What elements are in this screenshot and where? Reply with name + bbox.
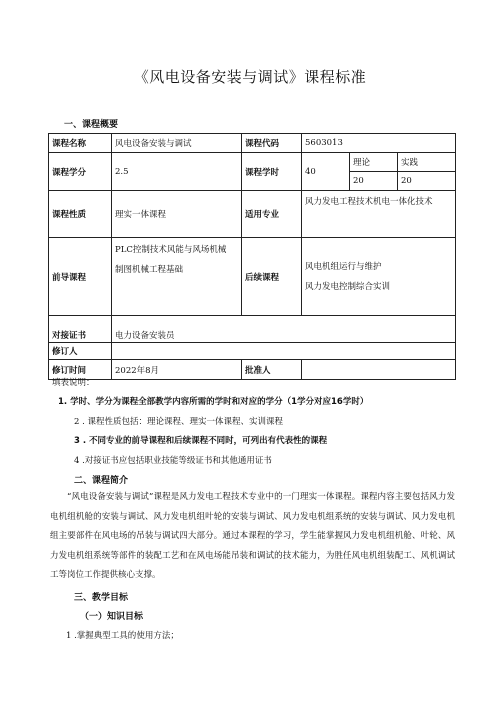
document-title: 《风电设备安装与调试》课程标准	[133, 68, 367, 86]
note-item: 2 . 课程性质包括：理论课程、理实一体课程、实训课程	[74, 417, 284, 427]
reviser-value	[112, 343, 456, 360]
hours-value: 40	[302, 153, 350, 191]
note-item: 1. 学时、学分为课程全部教学内容所需的学时和对应的学分（1学分对应16学时）	[58, 397, 369, 407]
section-heading-goals: 三、教学目标	[74, 593, 129, 603]
revision-date-value: 2022年8月	[112, 360, 242, 380]
revision-date-label: 修订时间	[49, 360, 112, 380]
section-heading-intro: 二、课程简介	[74, 476, 129, 486]
course-type-label: 课程性质	[49, 191, 112, 238]
hours-label: 课程学时	[242, 153, 302, 191]
theory-hours: 20	[350, 172, 398, 191]
certificate-value: 电力设备安装员	[112, 316, 456, 343]
intro-paragraph: “风电设备安装与调试”课程是风力发电工程技术专业中的一门理实一体课程。课程内容主要包括风力发电机组机舱的安装与调试、风力发电机组叶轮的安装与调试、风力发电机组系统的安装与调试、风力发电机组主要部件在风电场的吊装与调试四大部分。通过本课程的学习，学生能掌握风力发电机组机舱、叶轮、风力发电机组系统等部件的装配工艺和在风电场能吊装和调试的技术能力，为胜任风电机组装配工、风机调试工等岗位工作提供核心支撑。	[50, 492, 455, 580]
table-row	[49, 134, 456, 153]
subsection-heading-knowledge: （一）知识目标	[80, 612, 144, 622]
course-name-label: 课程名称	[49, 134, 112, 153]
course-code-label: 课程代码	[242, 134, 302, 153]
note-item: 3 . 不同专业的前导课程和后续课程不同时，可列出有代表性的课程	[74, 436, 328, 446]
table-row	[49, 191, 456, 238]
table-row	[49, 343, 456, 360]
theory-header: 理论	[350, 153, 398, 172]
table-row	[49, 360, 456, 380]
approver-value	[302, 360, 456, 380]
prerequisite-line: 制图机械工程基础	[115, 265, 184, 275]
major-label: 适用专业	[242, 191, 302, 238]
course-name-value: 风电设备安装与调试	[112, 134, 242, 153]
reviser-label: 修订人	[49, 343, 112, 360]
followup-line: 风力发电控制综合实训	[305, 281, 391, 292]
major-value: 风力发电工程技术机电一体化技术	[302, 191, 456, 238]
notes-heading: 填表说明：	[52, 378, 95, 388]
credits-value: 2.5	[112, 153, 242, 191]
table-row	[49, 153, 456, 172]
table-row	[49, 238, 456, 316]
practice-hours: 20	[398, 172, 456, 191]
course-code-value: 5603013	[302, 134, 456, 153]
approver-label: 批准人	[242, 360, 302, 380]
course-overview-table	[48, 133, 456, 380]
followup-label: 后续课程	[242, 238, 302, 316]
prerequisite-value	[112, 238, 242, 316]
section-heading-overview: 一、课程概要	[64, 120, 119, 130]
goal-item: 1 .掌握典型工具的使用方法；	[66, 631, 179, 641]
practice-header: 实践	[398, 153, 456, 172]
prerequisite-line: PLC控制技术风能与风场机械	[115, 245, 227, 255]
credits-label: 课程学分	[49, 153, 112, 191]
note-item: 4 .对接证书应包括职业技能等级证书和其他通用证书	[74, 456, 272, 466]
certificate-label: 对接证书	[49, 316, 112, 343]
followup-value	[302, 238, 456, 316]
followup-line: 风电机组运行与维护	[305, 261, 382, 272]
course-type-value: 理实一体课程	[112, 191, 242, 238]
prerequisite-label: 前导课程	[49, 238, 112, 316]
table-row	[49, 316, 456, 343]
